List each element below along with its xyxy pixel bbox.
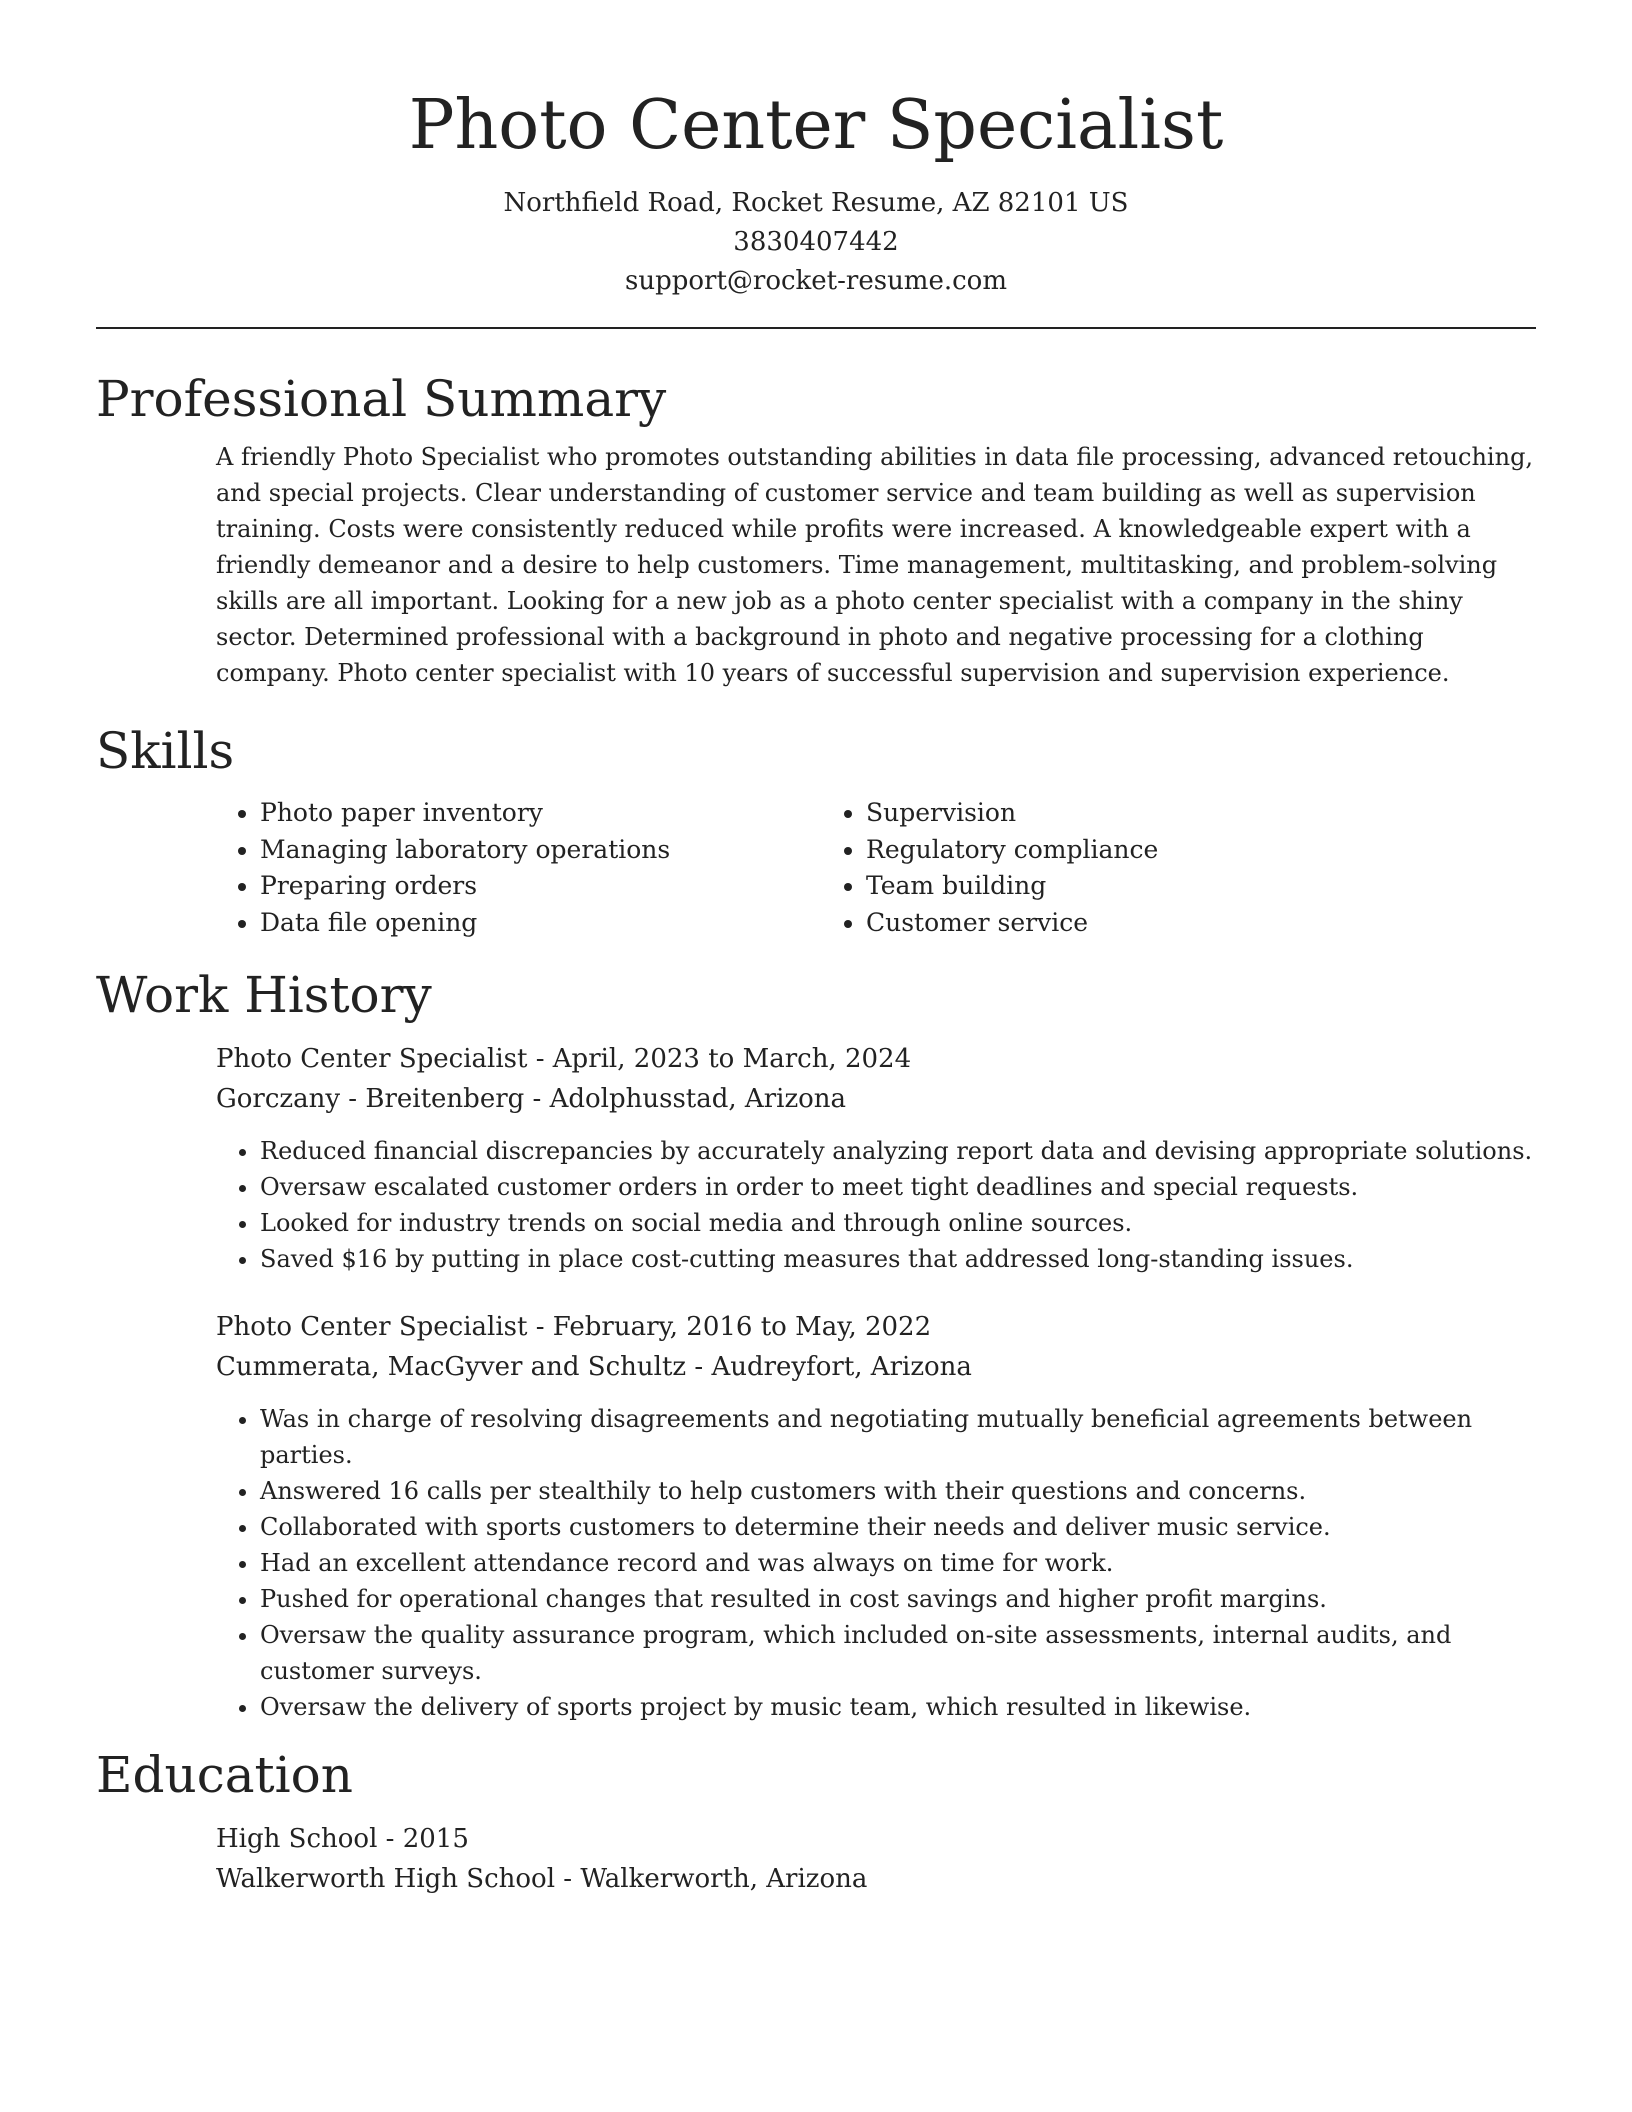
summary-section [96,369,1536,691]
job-title-line: Photo Center Specialist - February, 2016 to May, 2022 [216,1312,932,1342]
education-degree-line: High School - 2015 [216,1824,469,1854]
job-entry [216,1039,1536,1277]
education-entry [216,1819,1536,1899]
resume-header [96,0,1536,301]
job-bullets [216,1133,1536,1277]
summary-text: A friendly Photo Specialist who promotes outstanding abilities in data file processing, advanced retouching, and special projects. Clear understanding of customer service and team building as well as supervision training. Costs were consistently reduced while profits were increased. A knowledgeable expert with a friendly demeanor and a desire to help customers. Time management, multitasking, and problem-solving skills are all important. Looking for a new job as a photo center specialist with a company in the shiny sector. Determined professional with a background in photo and negative processing for a clothing company. Photo center specialist with 10 years of successful supervision and supervision experience. [216,443,1534,687]
education-section [96,1745,1536,1899]
work-history-section [96,965,1536,1725]
candidate-name: Photo Center Specialist [408,86,1224,165]
skill-item: • Regulatory compliance [866,832,1158,869]
job-bullet: • Oversaw the quality assurance program, which included on-site assessments, internal audits, and customer surveys. [260,1617,1536,1689]
skill-item: • Customer service [866,905,1158,942]
address: Northfield Road, Rocket Resume, AZ 82101 US [503,188,1129,218]
education-heading: Education [96,1746,353,1804]
job-bullets [216,1401,1536,1725]
skills-section [96,721,1536,941]
skills-column-right [822,795,1158,941]
job-bullet: • Looked for industry trends on social media and through online sources. [260,1205,1536,1241]
job-bullet: • Had an excellent attendance record and was always on time for work. [260,1545,1536,1581]
job-bullet: • Pushed for operational changes that resulted in cost savings and higher profit margins. [260,1581,1536,1617]
email: support@rocket-resume.com [624,266,1007,296]
job-bullet: • Oversaw escalated customer orders in order to meet tight deadlines and special requests. [260,1169,1536,1205]
job-company-line: Cummerata, MacGyver and Schultz - Audreyfort, Arizona [216,1352,972,1382]
job-bullet: • Oversaw the delivery of sports project by music team, which resulted in likewise. [260,1689,1536,1725]
education-school-line: Walkerworth High School - Walkerworth, Arizona [216,1864,868,1894]
skills-heading: Skills [96,722,235,780]
skill-item: • Supervision [866,795,1158,832]
work-history-heading: Work History [96,966,432,1024]
summary-heading: Professional Summary [96,370,667,428]
job-company-line: Gorczany - Breitenberg - Adolphusstad, Arizona [216,1084,847,1114]
skills-list [216,795,1536,941]
skills-column-left [216,795,822,941]
job-title-line: Photo Center Specialist - April, 2023 to March, 2024 [216,1044,912,1074]
skill-item: • Preparing orders [260,868,822,905]
job-bullet: • Was in charge of resolving disagreements and negotiating mutually beneficial agreements between parties. [260,1401,1536,1473]
job-bullet: • Saved $16 by putting in place cost-cutting measures that addressed long-standing issues. [260,1241,1536,1277]
phone: 3830407442 [733,227,899,257]
skill-item: • Managing laboratory operations [260,832,822,869]
job-entry [216,1307,1536,1725]
skill-item: • Team building [866,868,1158,905]
job-bullet: • Reduced financial discrepancies by accurately analyzing report data and devising appropriate solutions. [260,1133,1536,1169]
skill-item: • Data file opening [260,905,822,942]
skill-item: • Photo paper inventory [260,795,822,832]
contact-info [96,184,1536,301]
job-bullet: • Collaborated with sports customers to determine their needs and deliver music service. [260,1509,1536,1545]
header-divider [96,327,1536,329]
job-bullet: • Answered 16 calls per stealthily to help customers with their questions and concerns. [260,1473,1536,1509]
